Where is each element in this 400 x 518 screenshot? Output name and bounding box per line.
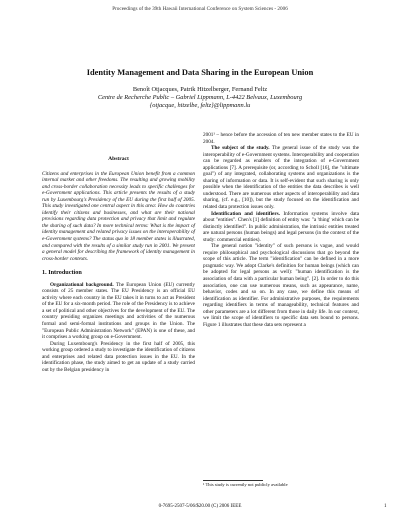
paragraph: During Luxembourg's Presidency in the first half of 2005, this working group ordered a study to investigate the identification of citizens and enterprises and related data protection issues in the EU. In the identification phase, the study aimed to get an update of a study carried out by the Belgian presidency in — [42, 340, 195, 373]
paragraph-text: The European Union (EU) currently consists of 25 member states. The EU Presidency is an official EU activity where each country in the EU takes it in turns to act as President of the EU for a six-month period. The role of the Presidency is to achieve a set of political and other objectives for the development of the EU. The country presiding organizes meetings and activities of the numerous formal and semi-formal institutions and groups in the Union. The "European Public Administration Network" (EPAN) is one of these, and it comprises a working group on e-Government. — [42, 281, 195, 341]
abstract-heading: Abstract — [108, 156, 129, 162]
author-emails: {otjacque, hitzelbe, feltz}@lippmann.lu — [149, 102, 251, 110]
running-head: Proceedings of the 39th Hawaii International Conference on System Sciences - 2006 — [112, 6, 288, 12]
author-names: Benoît Otjacques, Patrik Hitzelberger, Fernand Feltz — [132, 86, 268, 93]
paragraph-lead: Identification and identifiers. — [211, 210, 280, 217]
paragraph: The general notion "identity" of such persons is vague, and would require philosophical and psychological discussions that go beyond the scope of this article. The term "identification" can be defined in a more pragmatic way. We adopt Clarke's definition for human beings (which can be adopted for legal persons as well): "human identification is the association of data with a particular human being". [2]. In order to do this association, one can use numerous means, such as appearance, name, behavior, codes and so on. In any case, we define this means of identification as identifier. For administrative purposes, the requirements regarding identifiers in terms of manageability, technical features and other parameters are a lot different from those in daily life. In our context, we limit the scope of identifiers to specific data sets bound to persons. Figure 1 illustrates that these data sets represent a — [203, 243, 359, 328]
right-column — [203, 132, 359, 328]
paragraph-lead: The subject of the study. — [211, 145, 270, 152]
paragraph-text: Information systems involve data about "entities". Chen's [1] definition of entity was: "a 'thing' which can be distinctly identified". In public administration, the intrinsic entities treated are natural persons (human beings) and legal persons (in the context of the study: commercial entities). — [203, 210, 359, 243]
paper-title: Identity Management and Data Sharing in the European Union — [86, 68, 314, 77]
section-heading-introduction: 1. Introduction — [42, 269, 82, 277]
page-number: 1 — [384, 504, 387, 509]
footnote-rule — [203, 480, 263, 481]
paragraph — [42, 282, 195, 341]
paragraph: 2001¹ – hence before the accession of ten new member states to the EU in 2004. — [203, 132, 359, 145]
paragraph — [203, 211, 359, 244]
affiliation: Centre de Recherche Public – Gabriel Lippmann, L-4422 Belvaux, Luxembourg — [97, 94, 303, 102]
author-block — [0, 86, 400, 111]
paragraph-text: The general issue of the study was the interoperability of e-Government systems. Interoperability and cooperation can be regarded as enablers of the integration of e-Government applications [7]. A prerequisite (or, according to Scholl [16], the "ultimate goal") of any integrated, collaborating systems and organizations is the sharing of information or data. It is self-evident that such sharing is only possible when the identification of the entities the data describes is well understood. There are numerous other aspects of interoperability and data sharing, (cf. e.g., [10]), but the study focused on the identification and related data protection issues only. — [203, 145, 360, 211]
copyright-line: 0-7695-2507-5/06/$20.00 (C) 2006 IEEE — [158, 504, 242, 509]
abstract-text: Citizens and enterprises in the European Union benefit from a common internal market and other freedoms. The resulting and growing mobility and cross-border collaboration necessity leads to specific challenges for e-Government applications. This article presents the results of a study run by Luxembourg's Presidency of the EU during the first half of 2005. This study investigated one central aspect in this area: How do countries identify their citizens and businesses, and what are their national provisions regarding data protection and privacy that limit and regulate the sharing of such data? In more technical terms: What is the impact of identity management and related privacy issues on the interoperability of e-Government systems? The status quo in 18 member states is illustrated, and compared with the results of a similar study run in 2001. We present a general model for describing the framework of identity management in cross-border contexts. — [42, 170, 195, 262]
paragraph-lead: Organizational background. — [50, 281, 114, 288]
left-column — [42, 142, 195, 373]
footnote: ¹ This study is currently not publicly available — [203, 482, 288, 487]
paragraph — [203, 145, 359, 210]
